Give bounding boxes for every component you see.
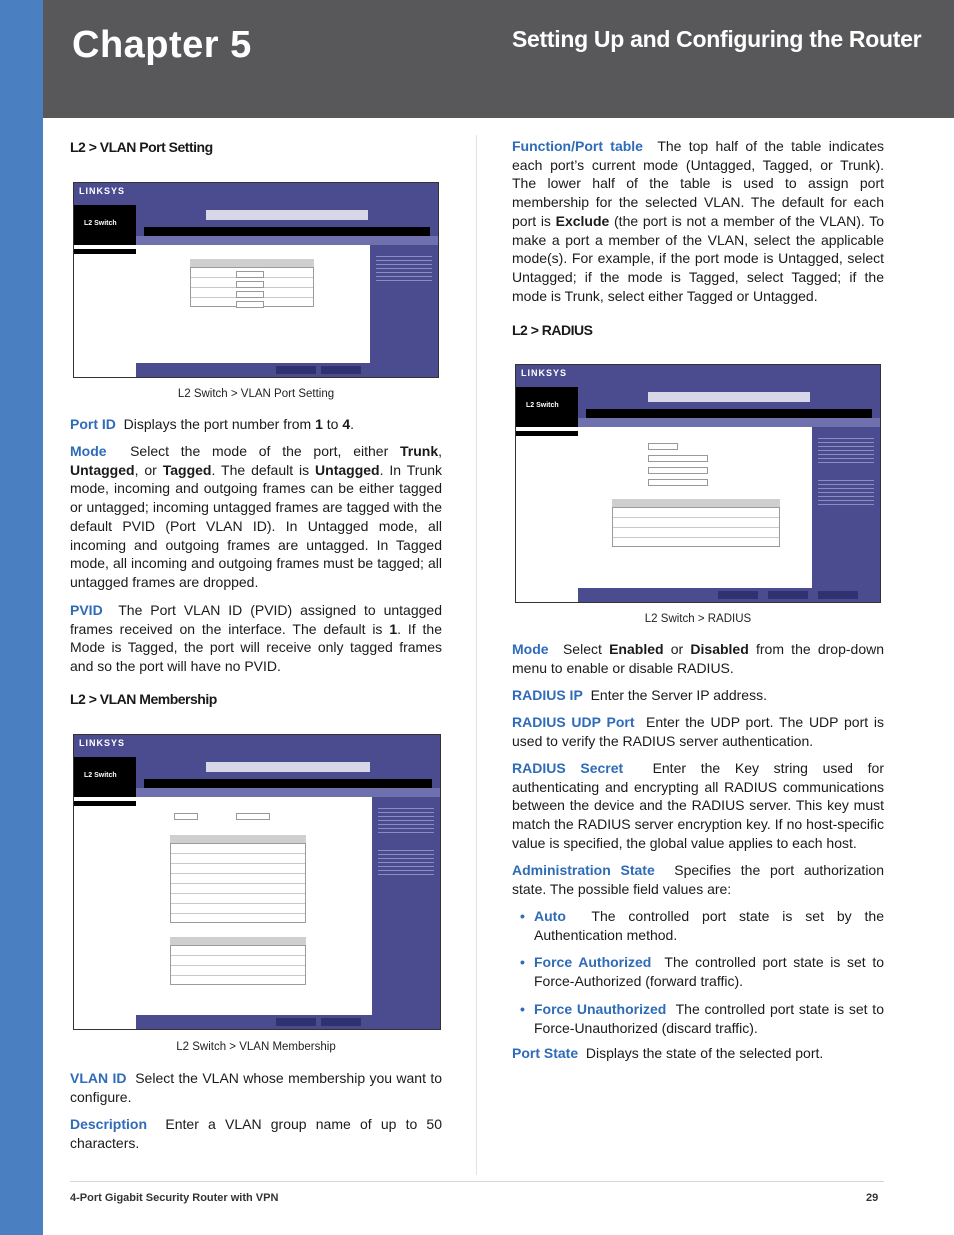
nav-label: L2 Switch (74, 757, 136, 797)
term-radius-secret: RADIUS Secret (512, 760, 624, 776)
term-vlan-id: VLAN ID (70, 1070, 127, 1086)
heading-radius: L2 > RADIUS (512, 322, 593, 338)
linksys-logo: LINKSYS (79, 186, 126, 196)
term-function-port-table: Function/Port table (512, 138, 643, 154)
term-force-unauthorized: Force Unauthorized (534, 1000, 667, 1017)
caption-vlan-port-setting: L2 Switch > VLAN Port Setting (177, 388, 335, 400)
footer-rule (70, 1181, 884, 1182)
list-item: • Force Unauthorized The controlled port state is set to Force-Unauthorized (discard traffic). (520, 1000, 884, 1036)
para-port-id: Port ID Displays the port number from 1 to 4. (70, 416, 355, 432)
term-pvid: PVID (70, 602, 103, 618)
page-number: 29 (866, 1192, 879, 1204)
column-divider (476, 135, 477, 1175)
linksys-logo: LINKSYS (79, 738, 126, 748)
list-item: • Force Authorized The controlled port state is set to Force-Authorized (forward traffic). (520, 954, 884, 990)
term-mode: Mode (70, 443, 107, 459)
caption-vlan-membership: L2 Switch > VLAN Membership (176, 1041, 336, 1053)
screenshot-vlan-membership (73, 734, 441, 1030)
para-function-port-table: Function/Port table The top half of the table indicates each port’s current mode (Untagged, Tagged, or Trunk). The lower half of the table is used to assign port membership for the selected VLAN. The default for each port is Exclude (the port is not a member of the VLAN). To make a port a member of the VLAN, select the applicable mode(s). For example, if the port mode is Untagged, select Untagged; if the mode is Tagged, select Tagged; if the mode is Trunk, select either Tagged or Untagged. (512, 138, 884, 304)
para-radius-udp-port: RADIUS UDP Port Enter the UDP port. The UDP port is used to verify the RADIUS server authentication. (512, 714, 884, 749)
para-radius-mode: Mode Select Enabled or Disabled from the drop-down menu to enable or disable RADIUS. (512, 641, 884, 676)
term-description: Description (70, 1116, 148, 1132)
caption-radius: L2 Switch > RADIUS (644, 613, 752, 625)
para-radius-ip: RADIUS IP Enter the Server IP address. (512, 687, 767, 703)
term-port-id: Port ID (70, 416, 116, 432)
screenshot-vlan-port-setting (73, 182, 439, 378)
term-auto: Auto (534, 908, 566, 924)
term-radius-udp-port: RADIUS UDP Port (512, 714, 635, 730)
para-administration-state: Administration State Specifies the port authorization state. The possible field values are: (512, 862, 885, 897)
screenshot-radius (515, 364, 881, 603)
list-item: • Auto The controlled port state is set by the Authentication method. (520, 908, 884, 943)
para-port-state: Port State Displays the state of the selected port. (512, 1045, 824, 1061)
term-port-state: Port State (512, 1045, 579, 1061)
term-administration-state: Administration State (512, 862, 655, 878)
chapter-title: Chapter 5 (72, 24, 252, 66)
footer-product: 4-Port Gigabit Security Router with VPN (70, 1192, 279, 1204)
term-radius-ip: RADIUS IP (512, 687, 583, 703)
bullet-list (512, 907, 884, 1037)
para-pvid: PVID The Port VLAN ID (PVID) assigned to untagged frames received on the interface. The default is 1. If the Mode is Tagged, the port will receive only tagged frames and so the port will have no PVID. (70, 602, 442, 675)
nav-label: L2 Switch (516, 387, 578, 427)
para-description: Description Enter a VLAN group name of up to 50 characters. (70, 1116, 443, 1151)
para-radius-secret: RADIUS Secret Enter the Key string used for authenticating and encrypting all RADIUS communications between the device and the RADIUS server. This key must match the RADIUS server encryption key. If no host-specific value is specified, the global value applies to each host. (512, 760, 884, 851)
heading-vlan-port-setting: L2 > VLAN Port Setting (70, 139, 213, 155)
section-title: Setting Up and Configuring the Router (512, 26, 922, 52)
heading-vlan-membership: L2 > VLAN Membership (70, 691, 217, 707)
para-vlan-id: VLAN ID Select the VLAN whose membership you want to configure. (70, 1070, 443, 1105)
para-mode: Mode Select the mode of the port, either Trunk, Untagged, or Tagged. The default is Untagged. In Trunk mode, incoming and outgoing frames can be either tagged or untagged; incoming untagged frames are tagged with the default PVID (Port VLAN ID). In Untagged mode, all incoming and outgoing frames are untagged. In Tagged mode, all incoming and outgoing frames must be tagged; all untagged frames are dropped. (70, 443, 443, 590)
nav-label: L2 Switch (74, 205, 136, 245)
term-radius-mode: Mode (512, 641, 549, 657)
term-force-authorized: Force Authorized (534, 954, 652, 971)
linksys-logo: LINKSYS (521, 368, 568, 378)
left-color-bar (0, 0, 43, 1235)
